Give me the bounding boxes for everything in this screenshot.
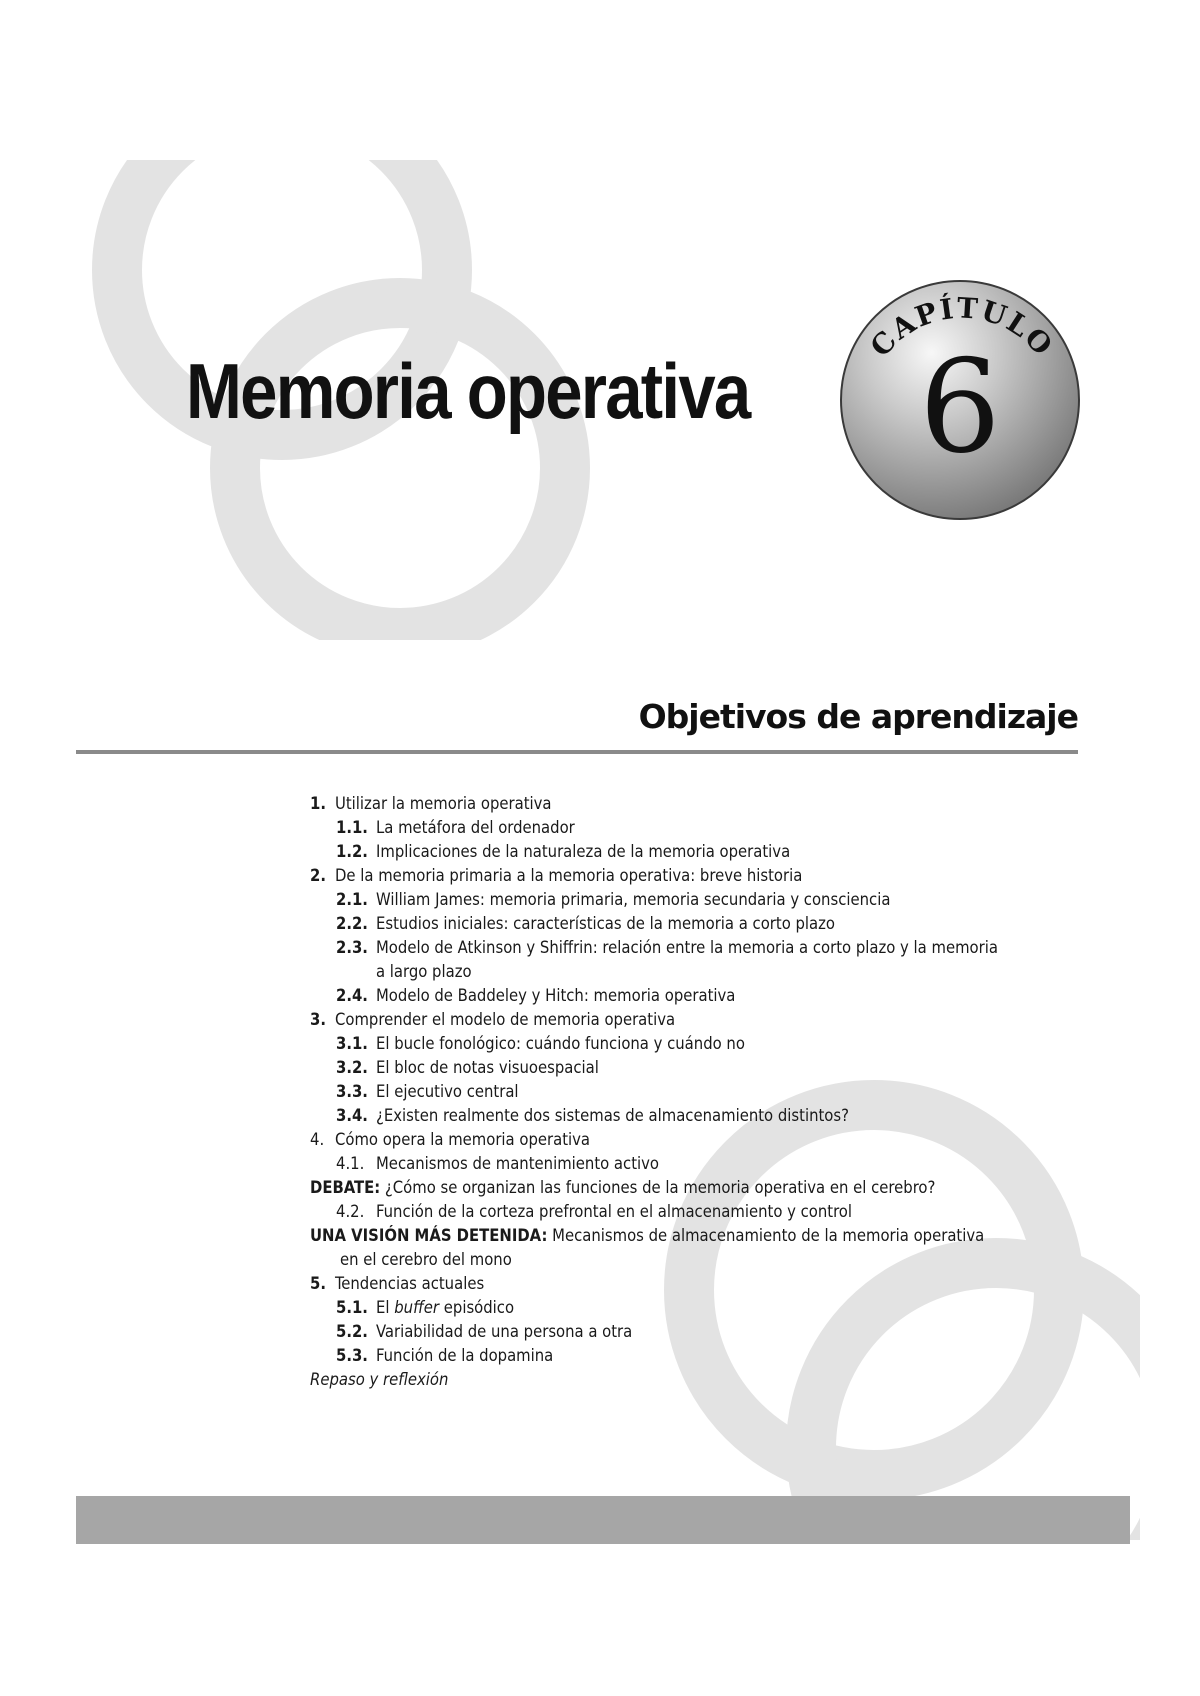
outline-section	[310, 792, 1090, 816]
section-number: 3.	[310, 1010, 326, 1029]
subsection-title-continuation: a largo plazo	[376, 962, 472, 981]
outline-section	[310, 1272, 1090, 1296]
outline-subsection-continuation	[310, 960, 1090, 984]
outline-subsection	[310, 1344, 1090, 1368]
subsection-title: Función de la corteza prefrontal en el almacenamiento y control	[376, 1202, 853, 1221]
subsection-number: 3.4.	[336, 1106, 368, 1125]
chapter-number: 6	[919, 333, 1001, 482]
outline-subsection	[310, 1104, 1090, 1128]
outline-subsection	[310, 912, 1090, 936]
subsection-title: Variabilidad de una persona a otra	[376, 1322, 633, 1341]
subsection-number: 4.2.	[336, 1202, 365, 1221]
subsection-number: 3.2.	[336, 1058, 368, 1077]
chapter-badge-label: CAPÍTULO	[863, 291, 1061, 364]
subsection-title: Estudios iniciales: características de la memoria a corto plazo	[376, 914, 836, 933]
section-title: Cómo opera la memoria operativa	[335, 1130, 591, 1149]
footer-bar	[76, 1496, 1130, 1544]
outline-section	[310, 1128, 1090, 1152]
subsection-title: Modelo de Atkinson y Shiffrin: relación entre la memoria a corto plazo y la memoria	[376, 938, 998, 957]
section-number: 2.	[310, 866, 326, 885]
subsection-title: William James: memoria primaria, memoria secundaria y consciencia	[376, 890, 891, 909]
subsection-title: El bloc de notas visuoespacial	[376, 1058, 599, 1077]
subsection-number: 5.1.	[336, 1298, 368, 1317]
subsection-number: 1.1.	[336, 818, 368, 837]
section-number: 1.	[310, 794, 326, 813]
section-number: 5.	[310, 1274, 326, 1293]
section-title: Utilizar la memoria operativa	[335, 794, 552, 813]
feature-label: DEBATE:	[310, 1178, 381, 1197]
section-title: Comprender el modelo de memoria operativa	[335, 1010, 676, 1029]
outline-subsection	[310, 888, 1090, 912]
outline-subsection	[310, 1152, 1090, 1176]
subsection-number: 5.2.	[336, 1322, 368, 1341]
subsection-title: ¿Existen realmente dos sistemas de almacenamiento distintos?	[376, 1106, 849, 1125]
subsection-number: 2.3.	[336, 938, 368, 957]
subsection-title: Modelo de Baddeley y Hitch: memoria operativa	[376, 986, 736, 1005]
subsection-title-pre: El	[376, 1298, 390, 1317]
subsection-title: Función de la dopamina	[376, 1346, 554, 1365]
subsection-number: 2.1.	[336, 890, 368, 909]
outline-section	[310, 1008, 1090, 1032]
subsection-number: 2.2.	[336, 914, 368, 933]
outline-subsection	[310, 1296, 1090, 1320]
subsection-title-emphasis: buffer	[394, 1298, 440, 1317]
review-title: Repaso y reflexión	[310, 1370, 449, 1389]
outline-subsection	[310, 1320, 1090, 1344]
objectives-heading: Objetivos de aprendizaje	[638, 697, 1078, 736]
subsection-title: Mecanismos de mantenimiento activo	[376, 1154, 659, 1173]
subsection-number: 4.1.	[336, 1154, 365, 1173]
outline-review	[310, 1368, 1090, 1392]
outline-subsection	[310, 840, 1090, 864]
outline-subsection	[310, 1080, 1090, 1104]
subsection-number: 3.3.	[336, 1082, 368, 1101]
outline-feature-vision	[310, 1224, 1090, 1248]
subsection-number: 1.2.	[336, 842, 368, 861]
subsection-title: El ejecutivo central	[376, 1082, 519, 1101]
feature-label: UNA VISIÓN MÁS DETENIDA:	[310, 1226, 548, 1245]
outline-section	[310, 864, 1090, 888]
outline-subsection	[310, 1032, 1090, 1056]
feature-title: Mecanismos de almacenamiento de la memoria operativa	[552, 1226, 985, 1245]
subsection-number: 5.3.	[336, 1346, 368, 1365]
feature-title: ¿Cómo se organizan las funciones de la memoria operativa en el cerebro?	[384, 1178, 936, 1197]
section-title: De la memoria primaria a la memoria operativa: breve historia	[335, 866, 803, 885]
subsection-number: 2.4.	[336, 986, 368, 1005]
feature-title-continuation: en el cerebro del mono	[340, 1250, 512, 1269]
outline-feature-debate	[310, 1176, 1090, 1200]
outline-subsection	[310, 936, 1090, 960]
subsection-title: La metáfora del ordenador	[376, 818, 575, 837]
heading-rule	[76, 750, 1078, 754]
subsection-title: El bucle fonológico: cuándo funciona y cuándo no	[376, 1034, 745, 1053]
subsection-title: Implicaciones de la naturaleza de la memoria operativa	[376, 842, 791, 861]
outline-subsection	[310, 1200, 1090, 1224]
outline-feature-continuation	[310, 1248, 1090, 1272]
outline-subsection	[310, 984, 1090, 1008]
chapter-title: Memoria operativa	[186, 347, 750, 435]
outline-subsection	[310, 1056, 1090, 1080]
ring-decoration	[210, 278, 590, 640]
outline-subsection	[310, 816, 1090, 840]
chapter-outline	[310, 792, 1090, 1392]
section-number: 4.	[310, 1130, 325, 1149]
subsection-number: 3.1.	[336, 1034, 368, 1053]
subsection-title	[376, 1298, 514, 1317]
section-title: Tendencias actuales	[335, 1274, 485, 1293]
chapter-badge	[840, 280, 1080, 520]
subsection-title-post: episódico	[443, 1298, 515, 1317]
